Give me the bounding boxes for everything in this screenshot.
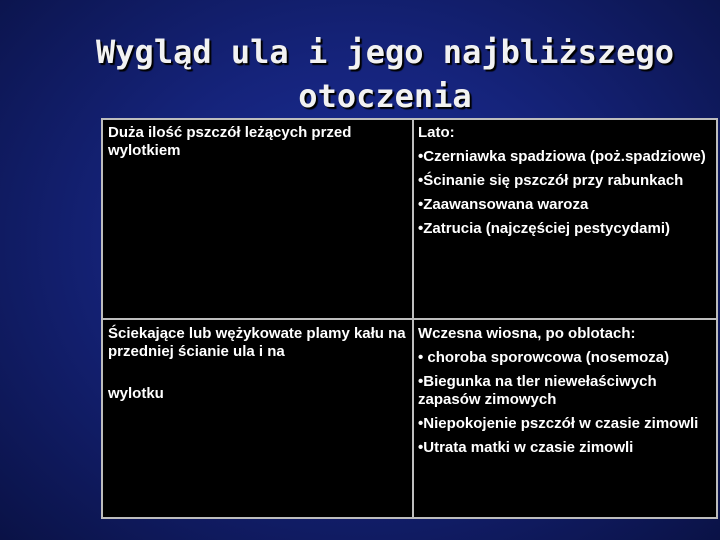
symptoms-table xyxy=(101,118,718,519)
causes-heading: Wczesna wiosna, po oblotach: xyxy=(418,325,636,342)
table-cell-causes-1 xyxy=(418,124,714,238)
symptom-text-continued: wylotku xyxy=(108,385,164,402)
cause-item: •Zaawansowana waroza xyxy=(418,196,589,213)
symptom-text: Ściekające lub wężykowate plamy kału na przedniej ścianie ula i na xyxy=(108,325,406,360)
symptom-text: Duża ilość pszczół leżących przed wylotkiem xyxy=(108,124,352,159)
slide-title xyxy=(60,30,710,118)
cause-item: •Utrata matki w czasie zimowli xyxy=(418,439,634,456)
slide-title-line-2: otoczenia xyxy=(298,77,472,115)
slide-title-line-1: Wygląd ula i jego najbliższego xyxy=(96,33,674,71)
table-cell-symptom-1 xyxy=(108,124,408,160)
cause-item: •Biegunka na tler niewełaściwych zapasów zimowych xyxy=(418,373,657,408)
cause-item: •Czerniawka spadziowa (poż.spadziowe) xyxy=(418,148,706,165)
cause-item: •Zatrucia (najczęściej pestycydami) xyxy=(418,220,671,237)
cause-item: • choroba sporowcowa (nosemoza) xyxy=(418,349,670,366)
table-cell-causes-2 xyxy=(418,325,714,457)
table-cell-symptom-2 xyxy=(108,325,408,403)
causes-heading: Lato: xyxy=(418,124,455,141)
cause-item: •Ścinanie się pszczół przy rabunkach xyxy=(418,172,684,189)
row-divider xyxy=(103,318,716,320)
cause-item: •Niepokojenie pszczół w czasie zimowli xyxy=(418,415,699,432)
